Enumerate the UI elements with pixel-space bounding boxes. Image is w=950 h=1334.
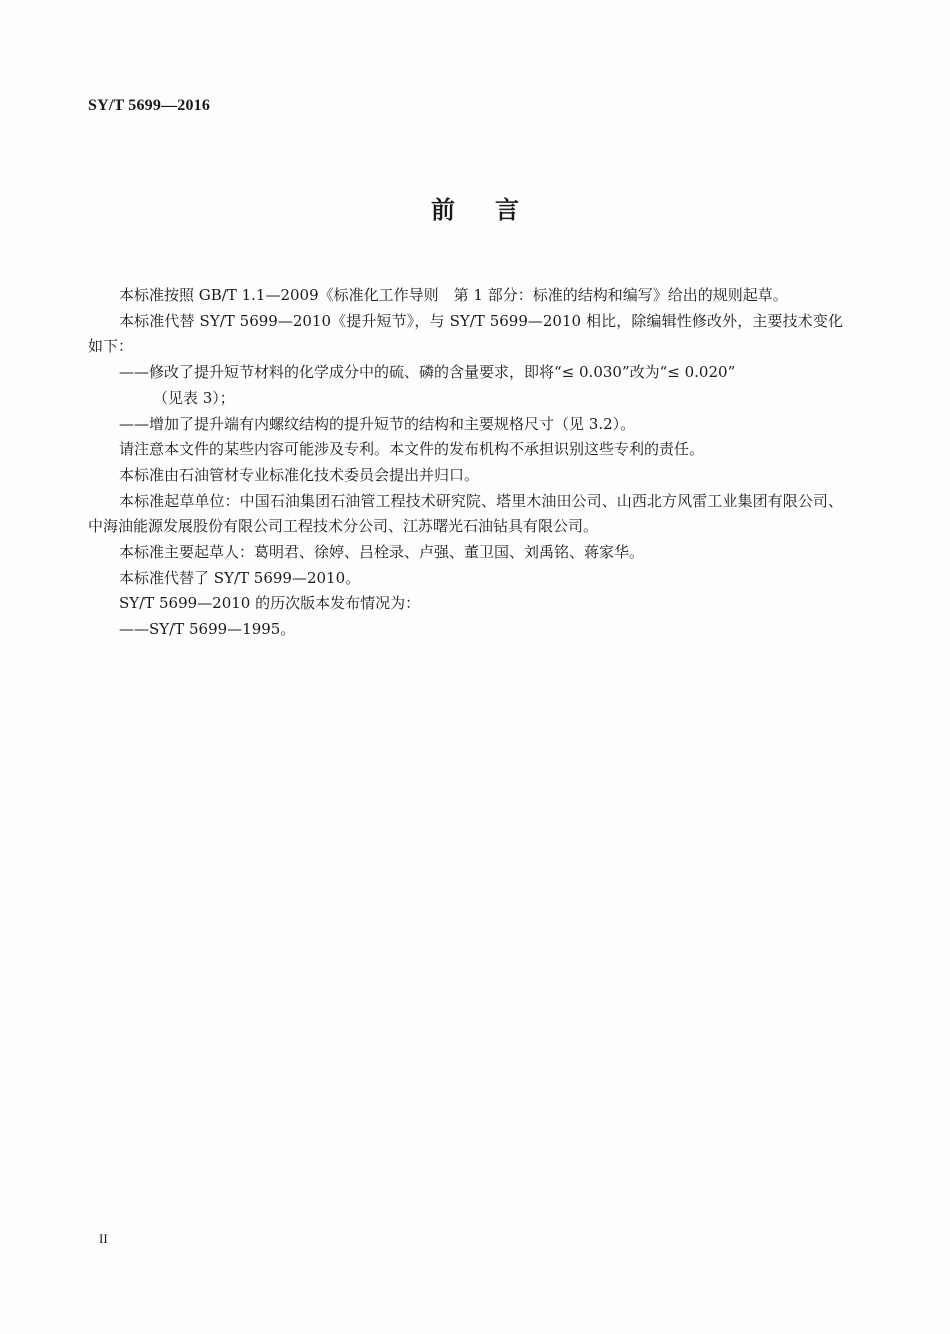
- paragraph-replacement: 本标准代替 SY/T 5699—2010《提升短节》，与 SY/T 5699—2010 相比，除编辑性修改外，主要技术变化如下：: [88, 311, 843, 356]
- change-item-1-line2: （见表 3）；: [153, 388, 235, 407]
- change-item-1: [88, 360, 843, 411]
- page-title: 前言: [431, 196, 559, 224]
- paragraph-patent-notice: 请注意本文件的某些内容可能涉及专利。本文件的发布机构不承担识别这些专利的责任。: [119, 440, 705, 459]
- foreword-body: [88, 283, 843, 643]
- paragraph-drafters: 本标准主要起草人：葛明君、徐婷、吕栓录、卢强、董卫国、刘禹铭、蒋家华。: [119, 543, 645, 562]
- change-item-2: ——增加了提升端有内螺纹结构的提升短节的结构和主要规格尺寸（见 3.2）。: [119, 414, 636, 433]
- paragraph-replaces: 本标准代替了 SY/T 5699—2010。: [119, 568, 361, 587]
- paragraph-committee: 本标准由石油管材专业标准化技术委员会提出并归口。: [119, 465, 480, 484]
- change-item-1-line1: ——修改了提升短节材料的化学成分中的硫、磷的含量要求，即将“≤ 0.030”改为“≤ 0.020”: [119, 363, 736, 382]
- paragraph-drafting-units: 本标准起草单位：中国石油集团石油管工程技术研究院、塔里木油田公司、山西北方风雷工业集团有限公司、中海油能源发展股份有限公司工程技术分公司、江苏曙光石油钻具有限公司。: [88, 491, 843, 536]
- standard-code-header: SY/T 5699—2016: [88, 97, 211, 114]
- paragraph-history: SY/T 5699—2010 的历次版本发布情况为：: [119, 594, 421, 613]
- page-number: II: [99, 1231, 108, 1246]
- history-item-1: ——SY/T 5699—1995。: [119, 620, 296, 639]
- paragraph-drafting-rules: 本标准按照 GB/T 1.1—2009《标准化工作导则 第 1 部分：标准的结构和编写》给出的规则起草。: [119, 286, 788, 304]
